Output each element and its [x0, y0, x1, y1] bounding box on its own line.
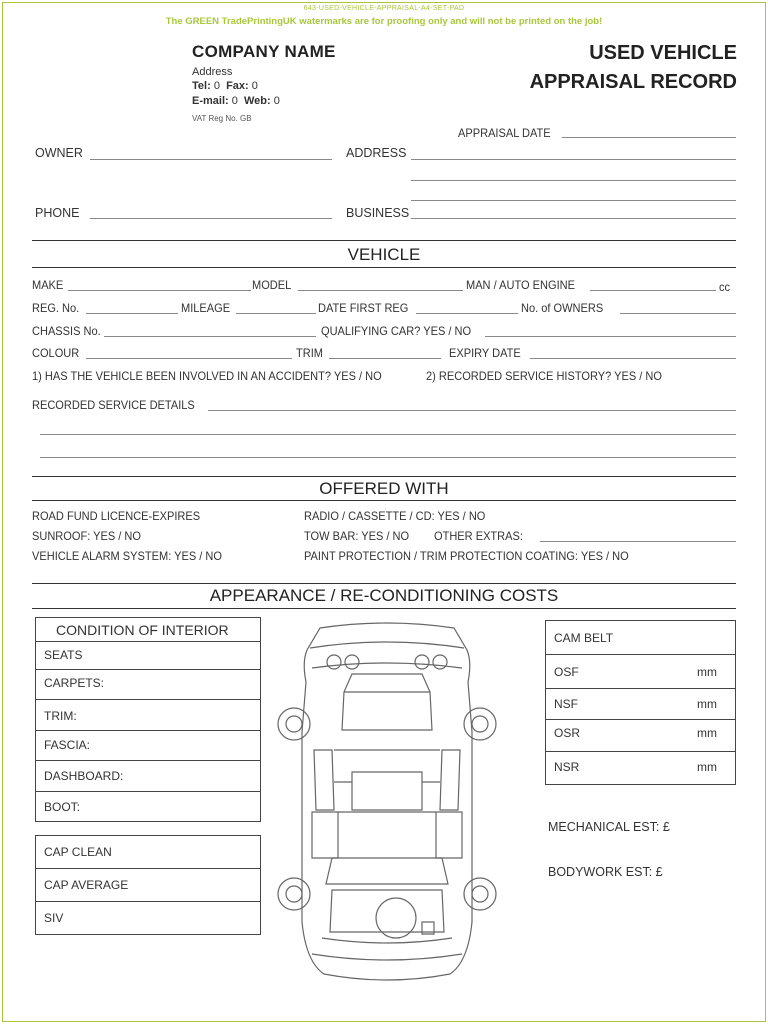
owner-label: OWNER	[35, 146, 83, 160]
cambelt-row-label: NSR	[554, 760, 580, 774]
form-title-line2: APPRAISAL RECORD	[529, 71, 737, 93]
address-field-3[interactable]	[411, 200, 736, 201]
interior-header-cell	[36, 618, 260, 642]
make-label: MAKE	[32, 278, 64, 292]
service-details-field-1[interactable]	[208, 410, 736, 411]
business-label: BUSINESS	[346, 206, 410, 220]
colour-field[interactable]	[86, 358, 292, 359]
cambelt-header-cell	[546, 621, 735, 655]
cap-row[interactable]	[36, 869, 260, 902]
interior-row[interactable]	[36, 642, 260, 670]
reg-label: REG. No.	[32, 301, 80, 315]
cambelt-unit: mm	[697, 760, 717, 774]
qualifying-label: QUALIFYING CAR? YES / NO	[321, 324, 472, 338]
cambelt-unit: mm	[697, 665, 717, 679]
owners-field[interactable]	[620, 313, 736, 314]
mechanical-estimate[interactable]: MECHANICAL EST: £	[548, 820, 670, 834]
make-field[interactable]	[68, 290, 251, 291]
watermark-notice: The GREEN TradePrintingUK watermarks are for proofing only and will not be printed on the job!	[165, 16, 603, 27]
first-reg-field[interactable]	[416, 313, 518, 314]
chassis-label: CHASSIS No.	[32, 324, 101, 338]
cap-box	[35, 835, 261, 935]
cambelt-header: CAM BELT	[554, 631, 614, 645]
interior-row-label: SEATS	[44, 648, 83, 662]
accident-question: 1) HAS THE VEHICLE BEEN INVOLVED IN AN ACCIDENT? YES / NO	[32, 369, 382, 383]
section-rule	[32, 583, 736, 584]
interior-row-label: DASHBOARD:	[44, 769, 124, 783]
appraisal-date-field[interactable]	[562, 137, 736, 138]
colour-label: COLOUR	[32, 346, 80, 360]
reg-field[interactable]	[86, 313, 178, 314]
service-history-question: 2) RECORDED SERVICE HISTORY? YES / NO	[426, 369, 663, 383]
cambelt-row-label: OSR	[554, 726, 581, 740]
email-label: E-mail:	[192, 95, 229, 107]
cap-row[interactable]	[36, 902, 260, 934]
vat-number: VAT Reg No. GB	[192, 114, 252, 123]
fax-label: Fax:	[226, 80, 249, 92]
owner-field[interactable]	[90, 159, 332, 160]
section-rule	[32, 500, 736, 501]
address-field-2[interactable]	[411, 180, 736, 181]
interior-row[interactable]	[36, 792, 260, 821]
engine-field[interactable]	[590, 290, 716, 291]
section-rule	[32, 476, 736, 477]
cambelt-box	[545, 620, 736, 785]
mileage-field[interactable]	[236, 313, 316, 314]
chassis-field[interactable]	[104, 336, 316, 337]
owners-label: No. of OWNERS	[521, 301, 604, 315]
expiry-field[interactable]	[530, 358, 736, 359]
radio-label: RADIO / CASSETTE / CD: YES / NO	[304, 509, 486, 523]
cambelt-row[interactable]	[546, 689, 735, 720]
watermark-code: 643-USED-VEHICLE-APPRAISAL-A4-SET-PAD	[303, 5, 465, 12]
model-field[interactable]	[298, 290, 463, 291]
business-field[interactable]	[411, 218, 736, 219]
company-address: Address	[192, 66, 233, 78]
interior-row[interactable]	[36, 700, 260, 731]
section-rule	[32, 267, 736, 268]
interior-row[interactable]	[36, 731, 260, 761]
trim-field[interactable]	[329, 358, 441, 359]
tel-value: 0	[213, 80, 220, 92]
cambelt-row-label: OSF	[554, 665, 579, 679]
car-damage-diagram[interactable]	[272, 622, 502, 984]
bodywork-estimate[interactable]: BODYWORK EST: £	[548, 865, 663, 879]
service-details-field-3[interactable]	[40, 457, 736, 458]
tel-label: Tel:	[192, 80, 211, 92]
sunroof-label: SUNROOF: YES / NO	[32, 529, 141, 543]
cap-row[interactable]	[36, 836, 260, 869]
qualifying-field[interactable]	[485, 336, 736, 337]
towbar-label: TOW BAR: YES / NO	[304, 529, 410, 543]
interior-header: CONDITION OF INTERIOR	[56, 622, 229, 638]
section-rule	[32, 608, 736, 609]
cc-unit: cc	[719, 280, 731, 294]
form-title-line1: USED VEHICLE	[589, 42, 737, 64]
interior-row-label: FASCIA:	[44, 738, 91, 752]
company-web-line	[192, 95, 280, 107]
cambelt-row[interactable]	[546, 752, 735, 784]
cambelt-row[interactable]	[546, 720, 735, 752]
appraisal-date-label: APPRAISAL DATE	[458, 126, 551, 140]
interior-condition-box	[35, 617, 261, 822]
section-offered: OFFERED WITH	[319, 479, 449, 498]
first-reg-label: DATE FIRST REG	[318, 301, 409, 315]
interior-row-label: CARPETS:	[44, 676, 105, 690]
road-fund-label: ROAD FUND LICENCE-EXPIRES	[32, 509, 201, 523]
interior-row-label: TRIM:	[44, 709, 77, 723]
paint-label: PAINT PROTECTION / TRIM PROTECTION COATING: YES / NO	[304, 549, 629, 563]
phone-label: PHONE	[35, 206, 80, 220]
email-value: 0	[231, 95, 238, 107]
web-label: Web:	[244, 95, 271, 107]
company-contact-line	[192, 80, 258, 92]
address-field-1[interactable]	[411, 159, 736, 160]
section-vehicle: VEHICLE	[347, 245, 421, 264]
phone-field[interactable]	[90, 218, 332, 219]
section-appearance: APPEARANCE / RE-CONDITIONING COSTS	[209, 586, 559, 605]
company-name: COMPANY NAME	[192, 42, 336, 61]
cambelt-unit: mm	[697, 726, 717, 740]
cap-row-label: CAP CLEAN	[44, 845, 112, 859]
model-label: MODEL	[252, 278, 292, 292]
cambelt-unit: mm	[697, 697, 717, 711]
cap-row-label: SIV	[44, 911, 64, 925]
section-rule	[32, 240, 736, 241]
cambelt-row-label: NSF	[554, 697, 578, 711]
alarm-label: VEHICLE ALARM SYSTEM: YES / NO	[32, 549, 222, 563]
other-extras-field[interactable]	[540, 541, 736, 542]
other-extras-label: OTHER EXTRAS:	[434, 529, 523, 543]
service-details-field-2[interactable]	[40, 434, 736, 435]
interior-row-label: BOOT:	[44, 800, 81, 814]
interior-row[interactable]	[36, 761, 260, 792]
expiry-label: EXPIRY DATE	[449, 346, 521, 360]
address-label: ADDRESS	[346, 146, 407, 160]
web-value: 0	[273, 95, 280, 107]
engine-label: MAN / AUTO ENGINE	[466, 278, 575, 292]
fax-value: 0	[251, 80, 258, 92]
service-details-label: RECORDED SERVICE DETAILS	[32, 398, 195, 412]
trim-label: TRIM	[296, 346, 323, 360]
interior-row[interactable]	[36, 670, 260, 700]
mileage-label: MILEAGE	[181, 301, 231, 315]
cambelt-row[interactable]	[546, 655, 735, 689]
cap-row-label: CAP AVERAGE	[44, 878, 129, 892]
